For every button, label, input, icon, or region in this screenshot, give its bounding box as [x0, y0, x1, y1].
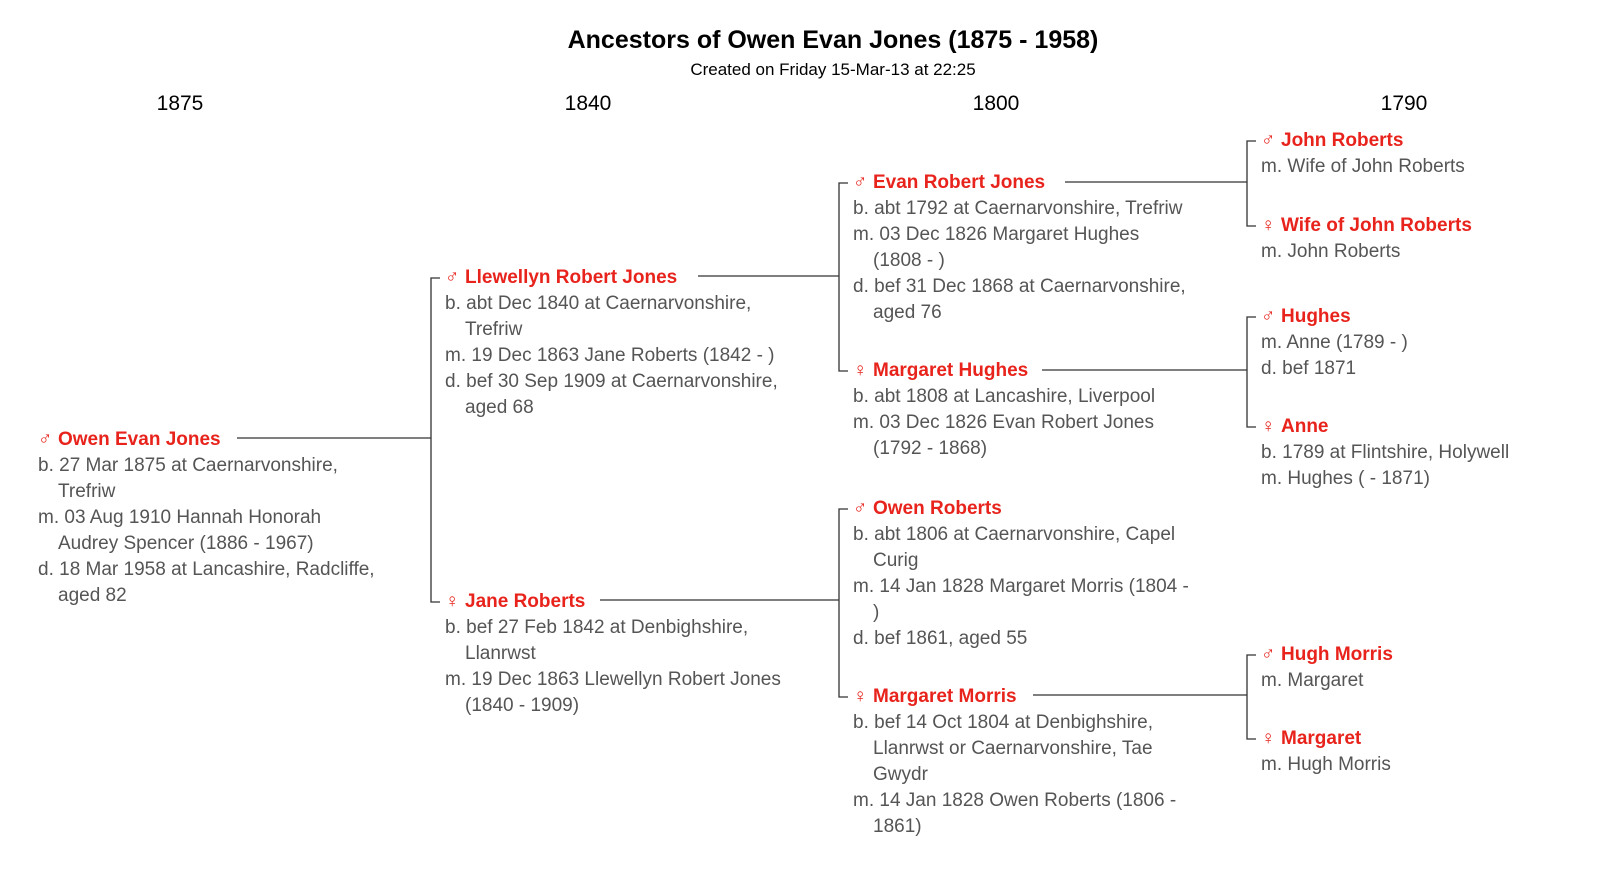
person-header [1261, 213, 1472, 239]
female-symbol-icon: ♀ [445, 591, 460, 612]
chart-subtitle: Created on Friday 15-Mar-13 at 22:25 [690, 60, 976, 79]
generation-year-4: 1790 [1380, 92, 1428, 115]
male-symbol-icon: ♂ [38, 429, 53, 450]
person-john-roberts [1261, 128, 1465, 180]
person-name-link[interactable]: Jane Roberts [465, 591, 586, 612]
person-fact-line: aged 82 [58, 585, 127, 606]
person-name-link[interactable]: Anne [1281, 416, 1329, 437]
person-header [1261, 642, 1393, 668]
person-name-link[interactable]: Hugh Morris [1281, 644, 1393, 665]
chart-title: Ancestors of Owen Evan Jones (1875 - 1958) [567, 26, 1099, 54]
male-symbol-icon: ♂ [445, 267, 460, 288]
person-fact-line: (1808 - ) [873, 250, 945, 271]
person-name-link[interactable]: Owen Evan Jones [58, 429, 221, 450]
person-fact-line: m. 14 Jan 1828 Margaret Morris (1804 - [853, 576, 1189, 597]
person-fact-line: Llanrwst [465, 643, 536, 664]
person-header [853, 684, 1176, 710]
person-header [445, 589, 781, 615]
person-fact-line: Gwydr [873, 764, 928, 785]
person-name-link[interactable]: Hughes [1281, 306, 1351, 327]
male-symbol-icon: ♂ [1261, 130, 1276, 151]
person-fact-line: b. abt 1808 at Lancashire, Liverpool [853, 386, 1156, 407]
person-owen-evan-jones [38, 427, 375, 609]
person-header [853, 496, 1189, 522]
male-symbol-icon: ♂ [853, 172, 868, 193]
person-name-link[interactable]: Wife of John Roberts [1281, 215, 1472, 236]
person-fact-line: b. 27 Mar 1875 at Caernarvonshire, [38, 455, 338, 476]
person-hughes [1261, 304, 1408, 382]
person-fact-line: m. 03 Dec 1826 Evan Robert Jones [853, 412, 1155, 433]
person-name-link[interactable]: Margaret Hughes [873, 360, 1029, 381]
person-jane-roberts [445, 589, 781, 719]
person-fact-line: d. 18 Mar 1958 at Lancashire, Radcliffe, [38, 559, 375, 580]
person-fact-line: m. Wife of John Roberts [1261, 156, 1465, 177]
person-fact-line: d. bef 30 Sep 1909 at Caernarvonshire, [445, 371, 778, 392]
person-fact-line: (1792 - 1868) [873, 438, 988, 459]
person-header [853, 358, 1155, 384]
person-fact-line: (1840 - 1909) [465, 695, 580, 716]
person-name-link[interactable]: Evan Robert Jones [873, 172, 1046, 193]
person-fact-line: b. bef 27 Feb 1842 at Denbighshire, [445, 617, 749, 638]
person-fact-line: m. John Roberts [1261, 241, 1401, 262]
person-hugh-morris [1261, 642, 1393, 694]
person-fact-line: m. 19 Dec 1863 Llewellyn Robert Jones [445, 669, 781, 690]
generation-year-1: 1875 [156, 92, 204, 115]
female-symbol-icon: ♀ [853, 360, 868, 381]
person-fact-line: d. bef 1861, aged 55 [853, 628, 1028, 649]
female-symbol-icon: ♀ [1261, 728, 1276, 749]
person-fact-line: b. 1789 at Flintshire, Holywell [1261, 442, 1510, 463]
person-header [1261, 726, 1391, 752]
person-fact-line: ) [873, 602, 880, 623]
person-fact-line: b. abt 1806 at Caernarvonshire, Capel [853, 524, 1176, 545]
person-fact-line: m. Hughes ( - 1871) [1261, 468, 1430, 489]
person-anne [1261, 414, 1509, 492]
generation-year-2: 1840 [564, 92, 612, 115]
person-name-link[interactable]: Llewellyn Robert Jones [465, 267, 678, 288]
person-fact-line: m. Anne (1789 - ) [1261, 332, 1408, 353]
person-fact-line: m. 19 Dec 1863 Jane Roberts (1842 - ) [445, 345, 775, 366]
male-symbol-icon: ♂ [853, 498, 868, 519]
person-owen-roberts [853, 496, 1189, 652]
person-header [445, 265, 778, 291]
person-evan-robert-jones [853, 170, 1186, 326]
person-fact-line: m. 03 Dec 1826 Margaret Hughes [853, 224, 1140, 245]
person-fact-line: b. abt 1792 at Caernarvonshire, Trefriw [853, 198, 1183, 219]
person-fact-line: d. bef 1871 [1261, 358, 1357, 379]
person-fact-line: m. 14 Jan 1828 Owen Roberts (1806 - [853, 790, 1177, 811]
female-symbol-icon: ♀ [853, 686, 868, 707]
person-fact-line: b. bef 14 Oct 1804 at Denbighshire, [853, 712, 1153, 733]
person-fact-line: aged 76 [873, 302, 942, 323]
male-symbol-icon: ♂ [1261, 644, 1276, 665]
female-symbol-icon: ♀ [1261, 215, 1276, 236]
person-name-link[interactable]: Owen Roberts [873, 498, 1002, 519]
person-fact-line: Trefriw [465, 319, 523, 340]
person-llewellyn-robert-jones [445, 265, 778, 421]
female-symbol-icon: ♀ [1261, 416, 1276, 437]
person-fact-line: Llanrwst or Caernarvonshire, Tae [873, 738, 1153, 759]
person-wife-of-john-roberts [1261, 213, 1472, 265]
person-fact-line: Curig [873, 550, 919, 571]
person-name-link[interactable]: Margaret Morris [873, 686, 1017, 707]
person-fact-line: m. Margaret [1261, 670, 1364, 691]
person-header [853, 170, 1186, 196]
person-header [1261, 304, 1408, 330]
person-margaret [1261, 726, 1391, 778]
person-fact-line: m. Hugh Morris [1261, 754, 1391, 775]
person-header [38, 427, 375, 453]
person-header [1261, 414, 1509, 440]
generation-year-3: 1800 [972, 92, 1020, 115]
person-fact-line: Audrey Spencer (1886 - 1967) [58, 533, 314, 554]
person-name-link[interactable]: Margaret [1281, 728, 1362, 749]
person-header [1261, 128, 1465, 154]
person-margaret-morris [853, 684, 1176, 840]
person-fact-line: b. abt Dec 1840 at Caernarvonshire, [445, 293, 752, 314]
person-margaret-hughes [853, 358, 1155, 462]
person-fact-line: d. bef 31 Dec 1868 at Caernarvonshire, [853, 276, 1186, 297]
person-fact-line: aged 68 [465, 397, 534, 418]
person-fact-line: Trefriw [58, 481, 116, 502]
person-fact-line: m. 03 Aug 1910 Hannah Honorah [38, 507, 322, 528]
person-fact-line: 1861) [873, 816, 922, 837]
person-name-link[interactable]: John Roberts [1281, 130, 1404, 151]
male-symbol-icon: ♂ [1261, 306, 1276, 327]
